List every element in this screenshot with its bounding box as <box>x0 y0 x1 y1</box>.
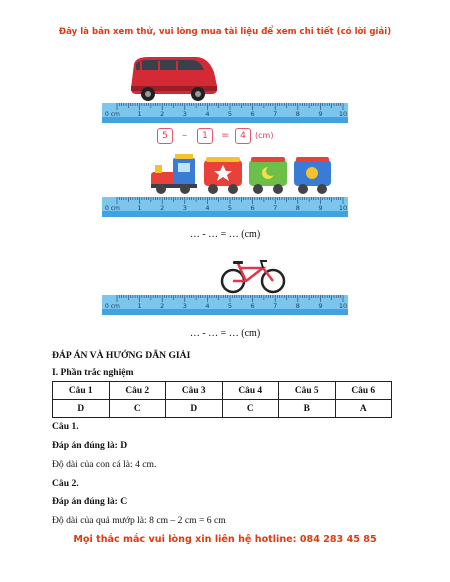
ruler-unit-label: 0 cm <box>105 205 120 212</box>
ruler-number: 6 <box>250 204 255 212</box>
fill-in-blank-2: … - … = … (cm) <box>189 328 261 339</box>
ruler-number: 8 <box>295 110 300 118</box>
ruler-number: 1 <box>137 204 142 212</box>
bicycle-picture <box>218 256 288 296</box>
ruler-number: 7 <box>273 302 278 310</box>
table-header-cell: Câu 2 <box>109 382 166 400</box>
ruler-number: 7 <box>273 204 278 212</box>
fill-in-blank-1: … - … = … (cm) <box>189 229 261 240</box>
table-answer-cell: D <box>53 400 110 418</box>
ruler-number: 5 <box>227 204 233 212</box>
table-header-cell: Câu 3 <box>166 382 223 400</box>
ruler-number: 10 <box>338 204 348 212</box>
example-unit: (cm) <box>255 131 274 140</box>
ruler-number: 4 <box>205 302 210 310</box>
section-heading-multiple-choice: I. Phần trắc nghiệm <box>52 367 134 378</box>
ruler-number: 7 <box>273 110 278 118</box>
ruler-number: 1 <box>137 110 142 118</box>
ruler-number: 9 <box>318 302 323 310</box>
question-2-answer: Đáp án đúng là: C <box>52 496 128 507</box>
question-1-explanation: Độ dài của con cá là: 4 cm. <box>52 459 157 470</box>
ruler-unit-label: 0 cm <box>105 303 120 310</box>
table-answer-cell: B <box>279 400 336 418</box>
equals-sign: = <box>221 130 230 141</box>
ruler-3 <box>102 295 348 315</box>
ruler-unit-label: 0 cm <box>105 111 120 118</box>
ruler-number: 5 <box>227 110 233 118</box>
ruler-number: 6 <box>250 110 255 118</box>
table-answer-cell: C <box>222 400 279 418</box>
question-2-explanation: Độ dài của quả mướp là: 8 cm – 2 cm = 6 cm <box>52 515 226 526</box>
ruler-number: 3 <box>182 302 187 310</box>
ruler-number: 10 <box>338 302 348 310</box>
ruler-number: 1 <box>137 302 142 310</box>
ruler-number: 2 <box>160 302 165 310</box>
ruler-2 <box>102 197 348 217</box>
table-row <box>53 400 392 418</box>
answer-heading: ĐÁP ÁN VÀ HƯỚNG DẪN GIẢI <box>52 350 191 361</box>
ruler-1 <box>102 103 348 123</box>
table-answer-cell: D <box>166 400 223 418</box>
ruler-number: 9 <box>318 204 323 212</box>
hotline-notice: Mọi thắc mắc vui lòng xin liên hệ hotline: 084 283 45 85 <box>73 534 377 545</box>
question-1-answer: Đáp án đúng là: D <box>52 440 128 451</box>
ruler-number: 3 <box>182 110 187 118</box>
table-header-cell: Câu 1 <box>53 382 110 400</box>
ruler-number: 8 <box>295 302 300 310</box>
table-header-cell: Câu 5 <box>279 382 336 400</box>
table-answer-cell: A <box>335 400 392 418</box>
ruler-number: 8 <box>295 204 300 212</box>
table-answer-cell: C <box>109 400 166 418</box>
example-result: 4 <box>235 128 251 144</box>
question-1-title: Câu 1. <box>52 421 79 432</box>
ruler-number: 2 <box>160 204 165 212</box>
preview-notice: Đây là bản xem thử, vui lòng mua tài liệu để xem chi tiết (có lời giải) <box>58 27 392 37</box>
train-picture <box>149 152 333 196</box>
table-row <box>53 382 392 400</box>
example-minuend: 5 <box>157 128 173 144</box>
ruler-number: 4 <box>205 204 210 212</box>
table-header-cell: Câu 4 <box>222 382 279 400</box>
ruler-number: 5 <box>227 302 233 310</box>
ruler-number: 9 <box>318 110 323 118</box>
ruler-number: 4 <box>205 110 210 118</box>
minus-sign: – <box>182 130 187 141</box>
bus-picture <box>128 54 220 102</box>
ruler-number: 10 <box>338 110 348 118</box>
ruler-number: 2 <box>160 110 165 118</box>
table-header-cell: Câu 6 <box>335 382 392 400</box>
ruler-number: 6 <box>250 302 255 310</box>
ruler-number: 3 <box>182 204 187 212</box>
answer-table <box>52 381 392 418</box>
question-2-title: Câu 2. <box>52 478 79 489</box>
example-subtrahend: 1 <box>197 128 213 144</box>
